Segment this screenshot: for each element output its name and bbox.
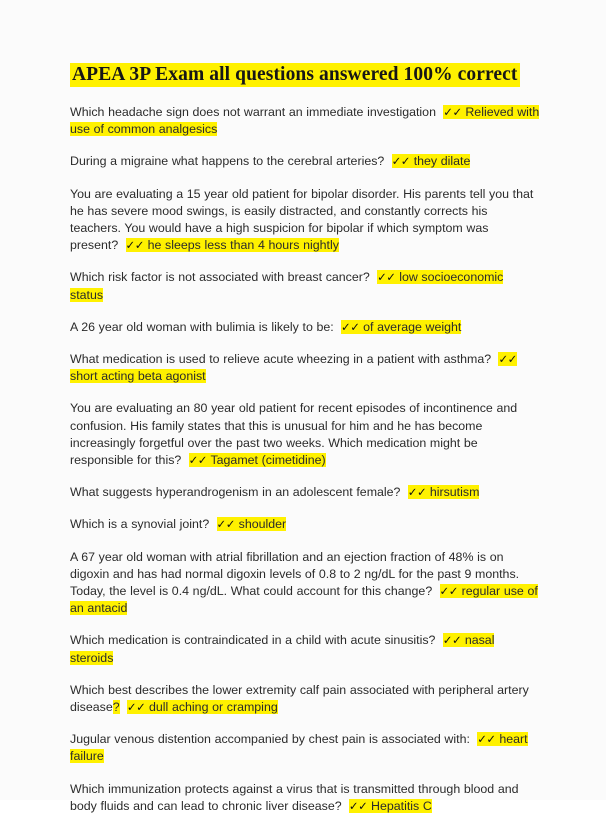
qa-item [70,104,540,138]
qa-item [70,269,540,303]
double-check-icon: ✓✓ [125,238,144,253]
question-text: Which is a synovial joint? [70,517,210,532]
qa-item [70,682,540,716]
answer-text: hirsutism [429,485,480,500]
qa-item [70,153,540,170]
answer-highlight [349,799,432,813]
qa-item [70,731,540,765]
answer-highlight [127,700,278,714]
qa-item [70,400,540,469]
answer-text: nasal steroids [70,633,495,665]
answer-text: they dilate [413,154,471,169]
answer-text: Tagamet (cimetidine) [210,453,326,468]
page-title-highlight: APEA 3P Exam all questions answered 100% correct [72,64,518,85]
answer-text: regular use of an antacid [70,584,538,616]
double-check-icon: ✓✓ [439,584,458,599]
qa-item [70,186,540,255]
double-check-icon: ✓✓ [216,517,235,532]
answer-text: shoulder [238,517,287,532]
qa-item [70,484,540,501]
question-text: You are evaluating an 80 year old patient for recent episodes of incontinence and confusion. His family states that this is unusual for him and he has become increasingly forgetful over the past two weeks. Which medication might be responsible for this? [70,401,518,468]
answer-text: heart failure [70,732,528,764]
answer-highlight [189,453,326,467]
qa-item [70,351,540,385]
double-check-icon: ✓✓ [341,319,360,334]
question-text: Which best describes the lower extremity calf pain associated with peripheral artery disease [70,682,529,715]
double-check-icon: ✓✓ [477,732,496,747]
double-check-icon: ✓✓ [443,105,462,119]
double-check-icon: ✓✓ [407,485,427,500]
qa-item [70,549,540,618]
answer-text: low socioeconomic status [70,270,504,302]
qa-item [70,319,540,336]
question-text: Which medication is contraindicated in a child with acute sinusitis? [70,633,436,648]
answer-highlight [341,320,461,334]
question-text: What medication is used to relieve acute wheezing in a patient with asthma? [70,352,492,367]
question-text: During a migraine what happens to the cerebral arteries? [70,154,385,169]
question-text: You are evaluating a 15 year old patient for bipolar disorder. His parents tell you that he has severe mood swings, is easily distracted, and constantly corrects his teachers. You would have a high suspicion for bipolar if which symptom was present? [70,186,534,253]
question-text: Which risk factor is not associated with breast cancer? [70,270,370,285]
answer-text: short acting beta agonist [70,369,206,384]
question-text: A 67 year old woman with atrial fibrillation and an ejection fraction of 48% is on digoxin and has had normal digoxin levels of 0.8 to 2 ng/dL for the past 9 months. Today, the level is 0.4 ng/dL. What could account for this change? [70,549,520,599]
double-check-icon: ✓✓ [126,700,146,715]
double-check-icon: ✓✓ [498,352,517,367]
question-text: Which immunization protects against a virus that is transmitted through blood and body fluids and can lead to chronic liver disease? [70,781,519,813]
double-check-icon: ✓✓ [188,453,208,468]
answer-text: Relieved with use of common analgesics [70,105,540,137]
qa-list [70,104,540,815]
double-check-icon: ✓✓ [442,633,462,648]
answer-highlight [126,238,339,252]
answer-text: dull aching or cramping [149,700,278,715]
question-text: A 26 year old woman with bulimia is likely to be: [70,319,334,334]
question-text: Which headache sign does not warrant an immediate investigation [70,105,436,119]
qa-item [70,516,540,533]
double-check-icon: ✓✓ [391,154,411,169]
answer-text: he sleeps less than 4 hours nightly [147,238,339,253]
question-text: Jugular venous distention accompanied by chest pain is associated with: [70,732,470,747]
answer-text: of average weight [363,319,462,334]
answer-text: Hepatitis C [371,798,432,813]
question-tail-highlight: ? [112,700,120,715]
question-text: What suggests hyperandrogenism in an adolescent female? [70,485,401,500]
qa-item [70,632,540,666]
answer-highlight [392,154,471,168]
double-check-icon: ✓✓ [377,270,396,285]
qa-item [70,781,540,815]
answer-highlight [408,485,480,499]
page-title [70,62,540,88]
double-check-icon: ✓✓ [348,798,368,813]
answer-highlight [217,517,287,531]
